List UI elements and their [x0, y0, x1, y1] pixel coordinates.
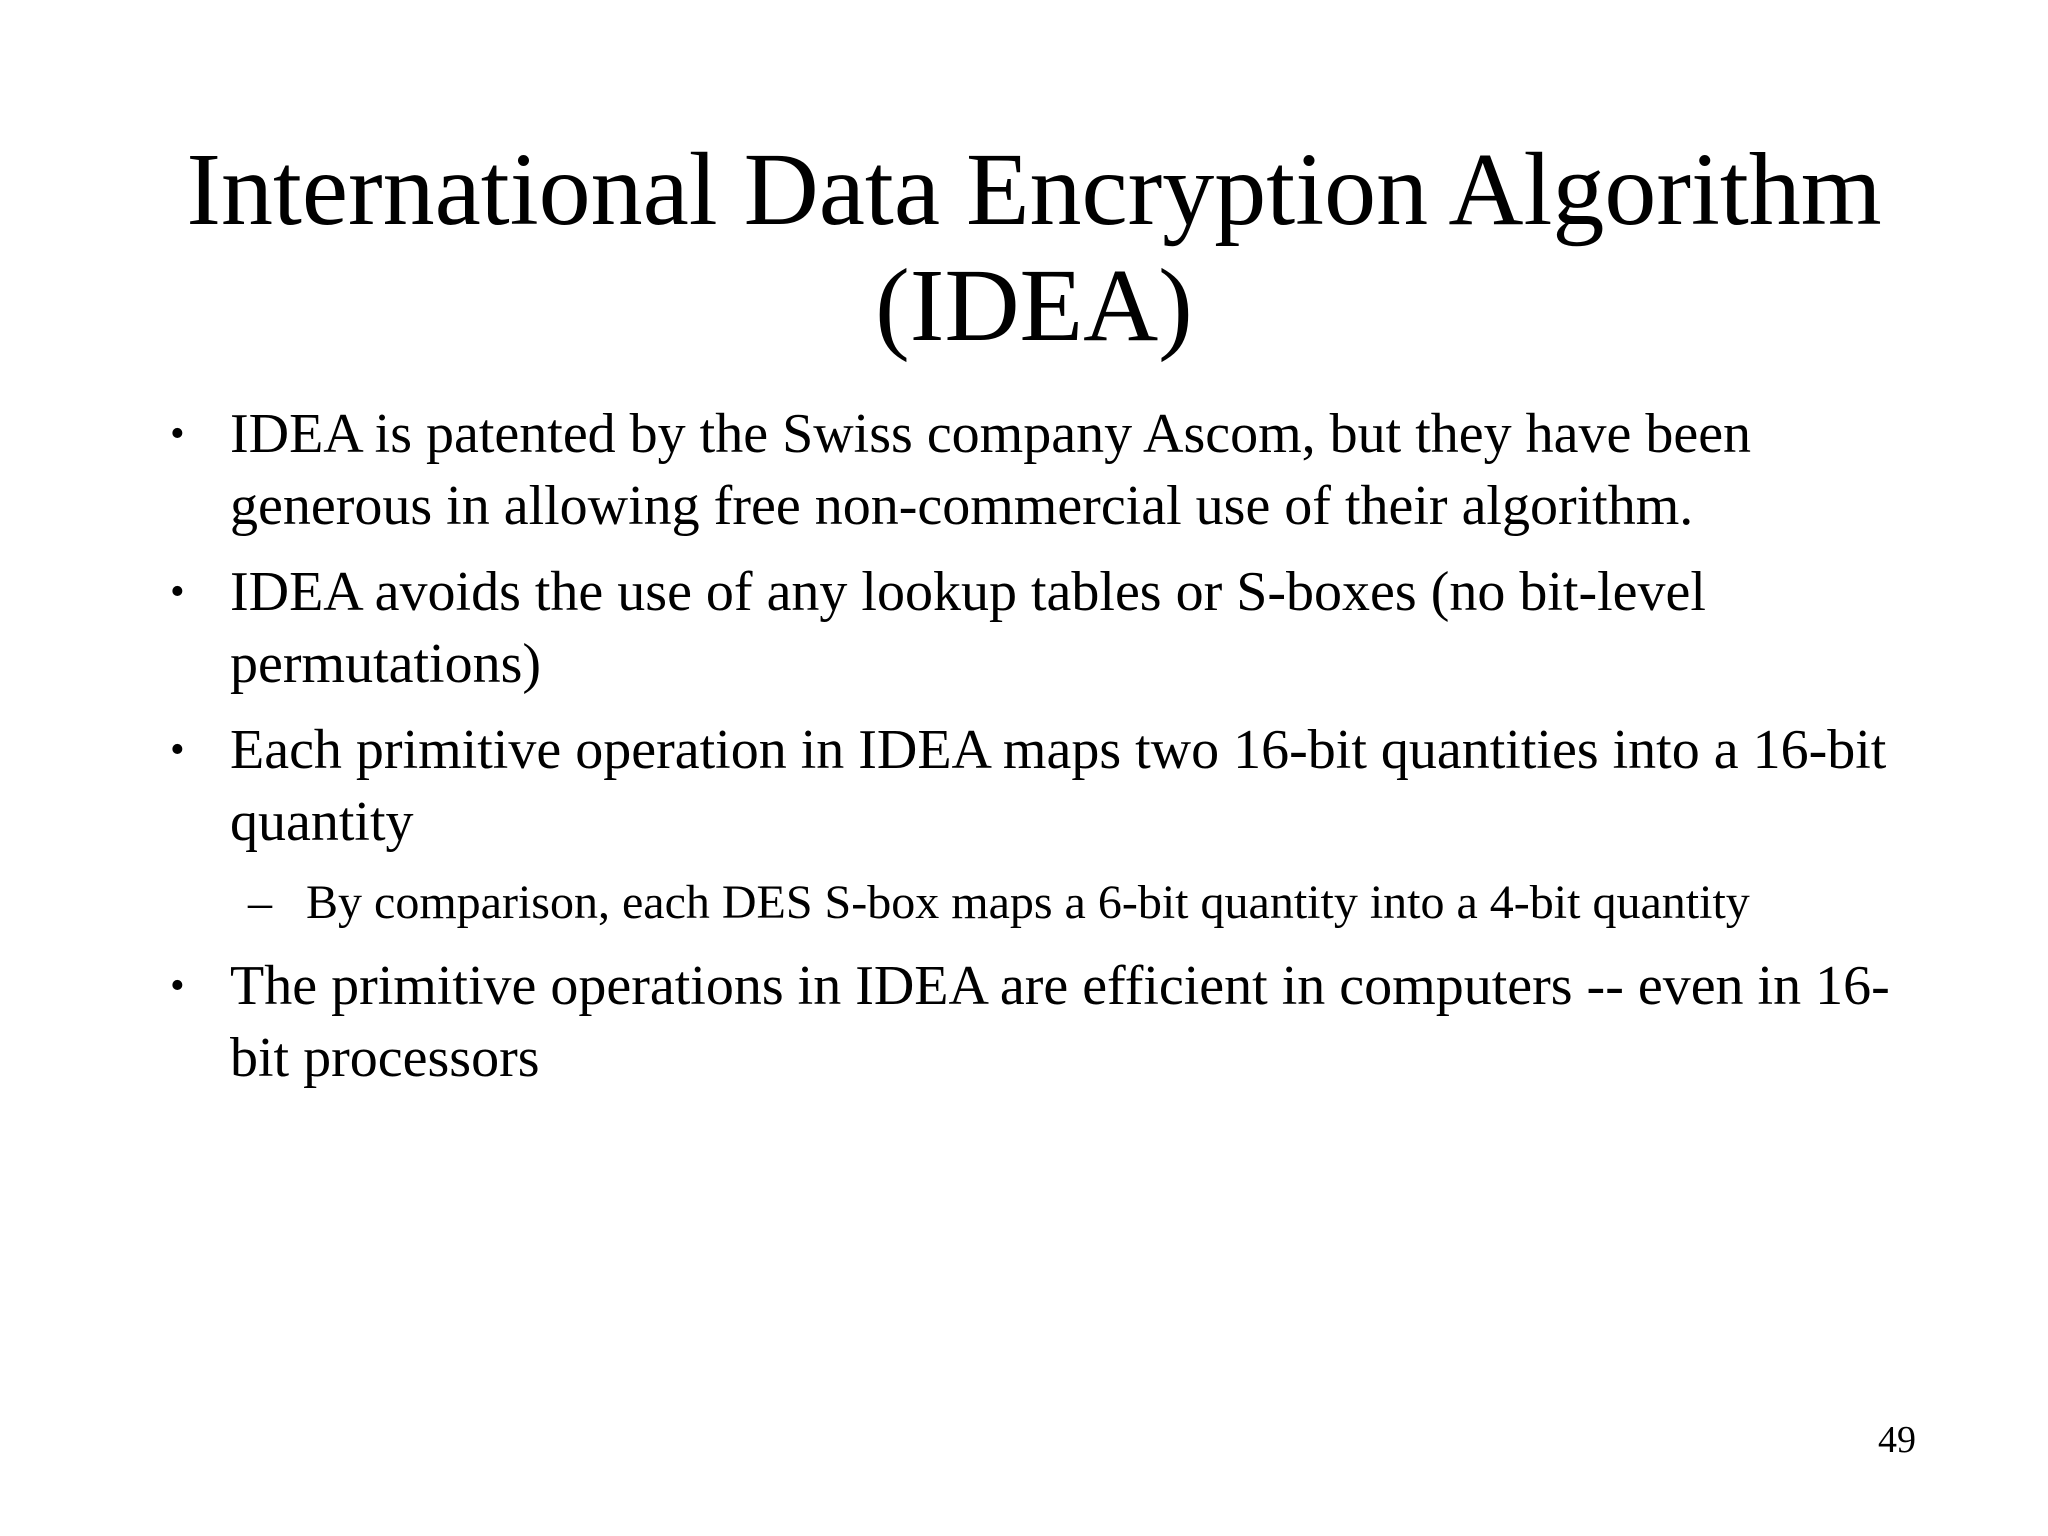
page-number: 49 [1878, 1419, 1916, 1461]
bullet-text-2: IDEA avoids the use of any lookup tables or S-boxes (no bit-level permutations) [230, 561, 1706, 695]
bullet-item-4 [170, 950, 1910, 1094]
slide-title [140, 132, 1928, 364]
bullet-icon: • [170, 727, 185, 773]
bullet-item-2 [170, 556, 1910, 700]
bullet-list [170, 398, 1910, 1108]
sub-bullet-text-1: By comparison, each DES S-box maps a 6-bit quantity into a 4-bit quantity [306, 876, 1750, 929]
bullet-text-1: IDEA is patented by the Swiss company Ascom, but they have been generous in allowing free non-commercial use of their algorithm. [230, 403, 1752, 537]
bullet-item-1 [170, 398, 1910, 542]
bullet-icon: • [170, 963, 185, 1009]
bullet-icon: • [170, 569, 185, 615]
bullet-item-3 [170, 714, 1910, 858]
slide-title-line-2: (IDEA) [875, 248, 1193, 363]
bullet-text-3: Each primitive operation in IDEA maps two 16-bit quantities into a 16-bit quantity [230, 719, 1887, 853]
dash-icon: – [248, 876, 272, 929]
bullet-icon: • [170, 411, 185, 457]
bullet-text-4: The primitive operations in IDEA are efficient in computers -- even in 16-bit processors [230, 955, 1890, 1089]
slide-title-line-1: International Data Encryption Algorithm [186, 132, 1882, 247]
sub-bullet-item-1 [170, 870, 1910, 936]
